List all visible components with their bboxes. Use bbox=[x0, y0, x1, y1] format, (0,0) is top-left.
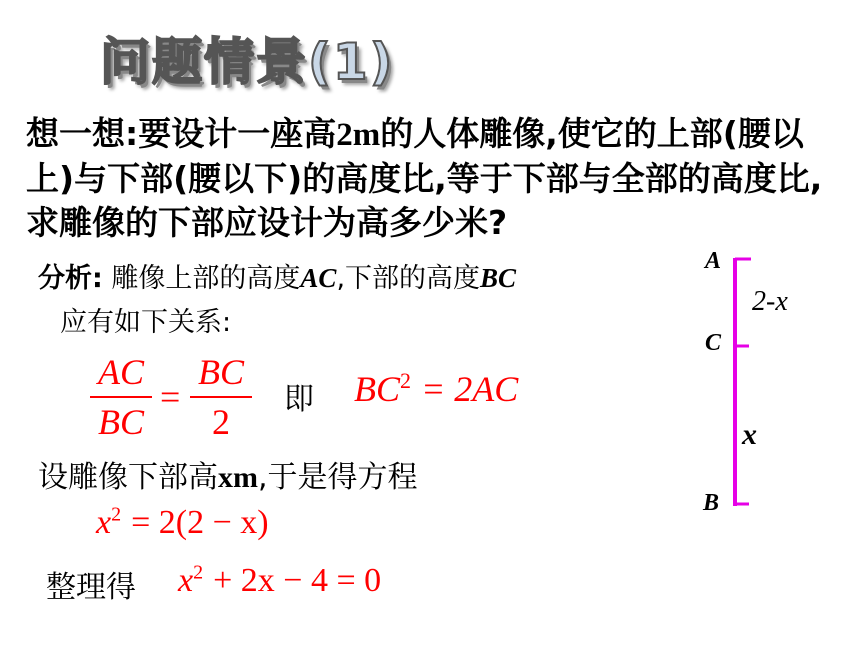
equation-3 bbox=[178, 560, 381, 600]
equation-2 bbox=[96, 502, 269, 542]
eq3-x: x bbox=[178, 562, 194, 599]
eq2-exponent: 2 bbox=[111, 503, 122, 526]
eq2-rest: = 2(2 − x) bbox=[131, 504, 269, 541]
fraction-bc-2 bbox=[190, 350, 252, 444]
problem-lead: 想一想: bbox=[26, 114, 139, 153]
fraction-left-denominator: BC bbox=[97, 402, 144, 442]
simplify-label: 整理得 bbox=[46, 570, 136, 605]
point-a-label: A bbox=[705, 248, 722, 274]
problem-text-b: 的人体雕像,使它的上部(腰以上)与下部(腰以下)的高度比,等于下部与全部的高度比,求雕像的下部应设计为高多少米? bbox=[26, 114, 823, 242]
fraction-left-bar bbox=[90, 396, 152, 398]
equation-bc-squared bbox=[354, 368, 518, 410]
analysis-bc: BC bbox=[480, 263, 517, 293]
setup-text-b: ,于是得方程 bbox=[258, 460, 418, 495]
problem-text-a: 要设计一座高 bbox=[138, 114, 337, 153]
fraction-left-numerator: AC bbox=[97, 352, 144, 392]
eq2-x: x bbox=[96, 504, 112, 541]
analysis-line1 bbox=[38, 256, 516, 295]
proportion-equals: = bbox=[160, 377, 181, 417]
eq3-rest: + 2x − 4 = 0 bbox=[213, 562, 382, 599]
setup-var: xm bbox=[218, 461, 258, 494]
setup-text-a: 设雕像下部高 bbox=[38, 460, 218, 495]
fraction-ac-bc bbox=[90, 350, 152, 444]
analysis-text-a: 雕像上部的高度 bbox=[111, 263, 301, 294]
ji-text: 即 bbox=[284, 382, 314, 417]
fraction-right-denominator: 2 bbox=[212, 402, 230, 442]
eq1-exponent: 2 bbox=[400, 368, 412, 393]
analysis-line2: 应有如下关系: bbox=[60, 307, 232, 338]
point-b-label: B bbox=[703, 490, 720, 516]
setup-line bbox=[38, 452, 418, 496]
fraction-right-bar bbox=[190, 396, 252, 398]
length-lower: x bbox=[742, 418, 757, 451]
length-upper bbox=[752, 286, 788, 318]
length-upper-text: 2-x bbox=[752, 286, 788, 317]
eq3-exponent: 2 bbox=[193, 561, 204, 584]
eq1-lhs: BC bbox=[354, 369, 401, 409]
point-c-label: C bbox=[705, 330, 722, 356]
analysis-label: 分析: bbox=[38, 263, 103, 294]
problem-text bbox=[26, 112, 846, 245]
problem-height: 2m bbox=[336, 117, 381, 153]
analysis-ac: AC bbox=[300, 263, 337, 293]
eq1-rhs: = 2AC bbox=[421, 369, 519, 409]
analysis-text-b: ,下部的高度 bbox=[336, 263, 481, 294]
fraction-right-numerator: BC bbox=[197, 352, 244, 392]
page-title: 问题情景(1) bbox=[100, 33, 395, 91]
